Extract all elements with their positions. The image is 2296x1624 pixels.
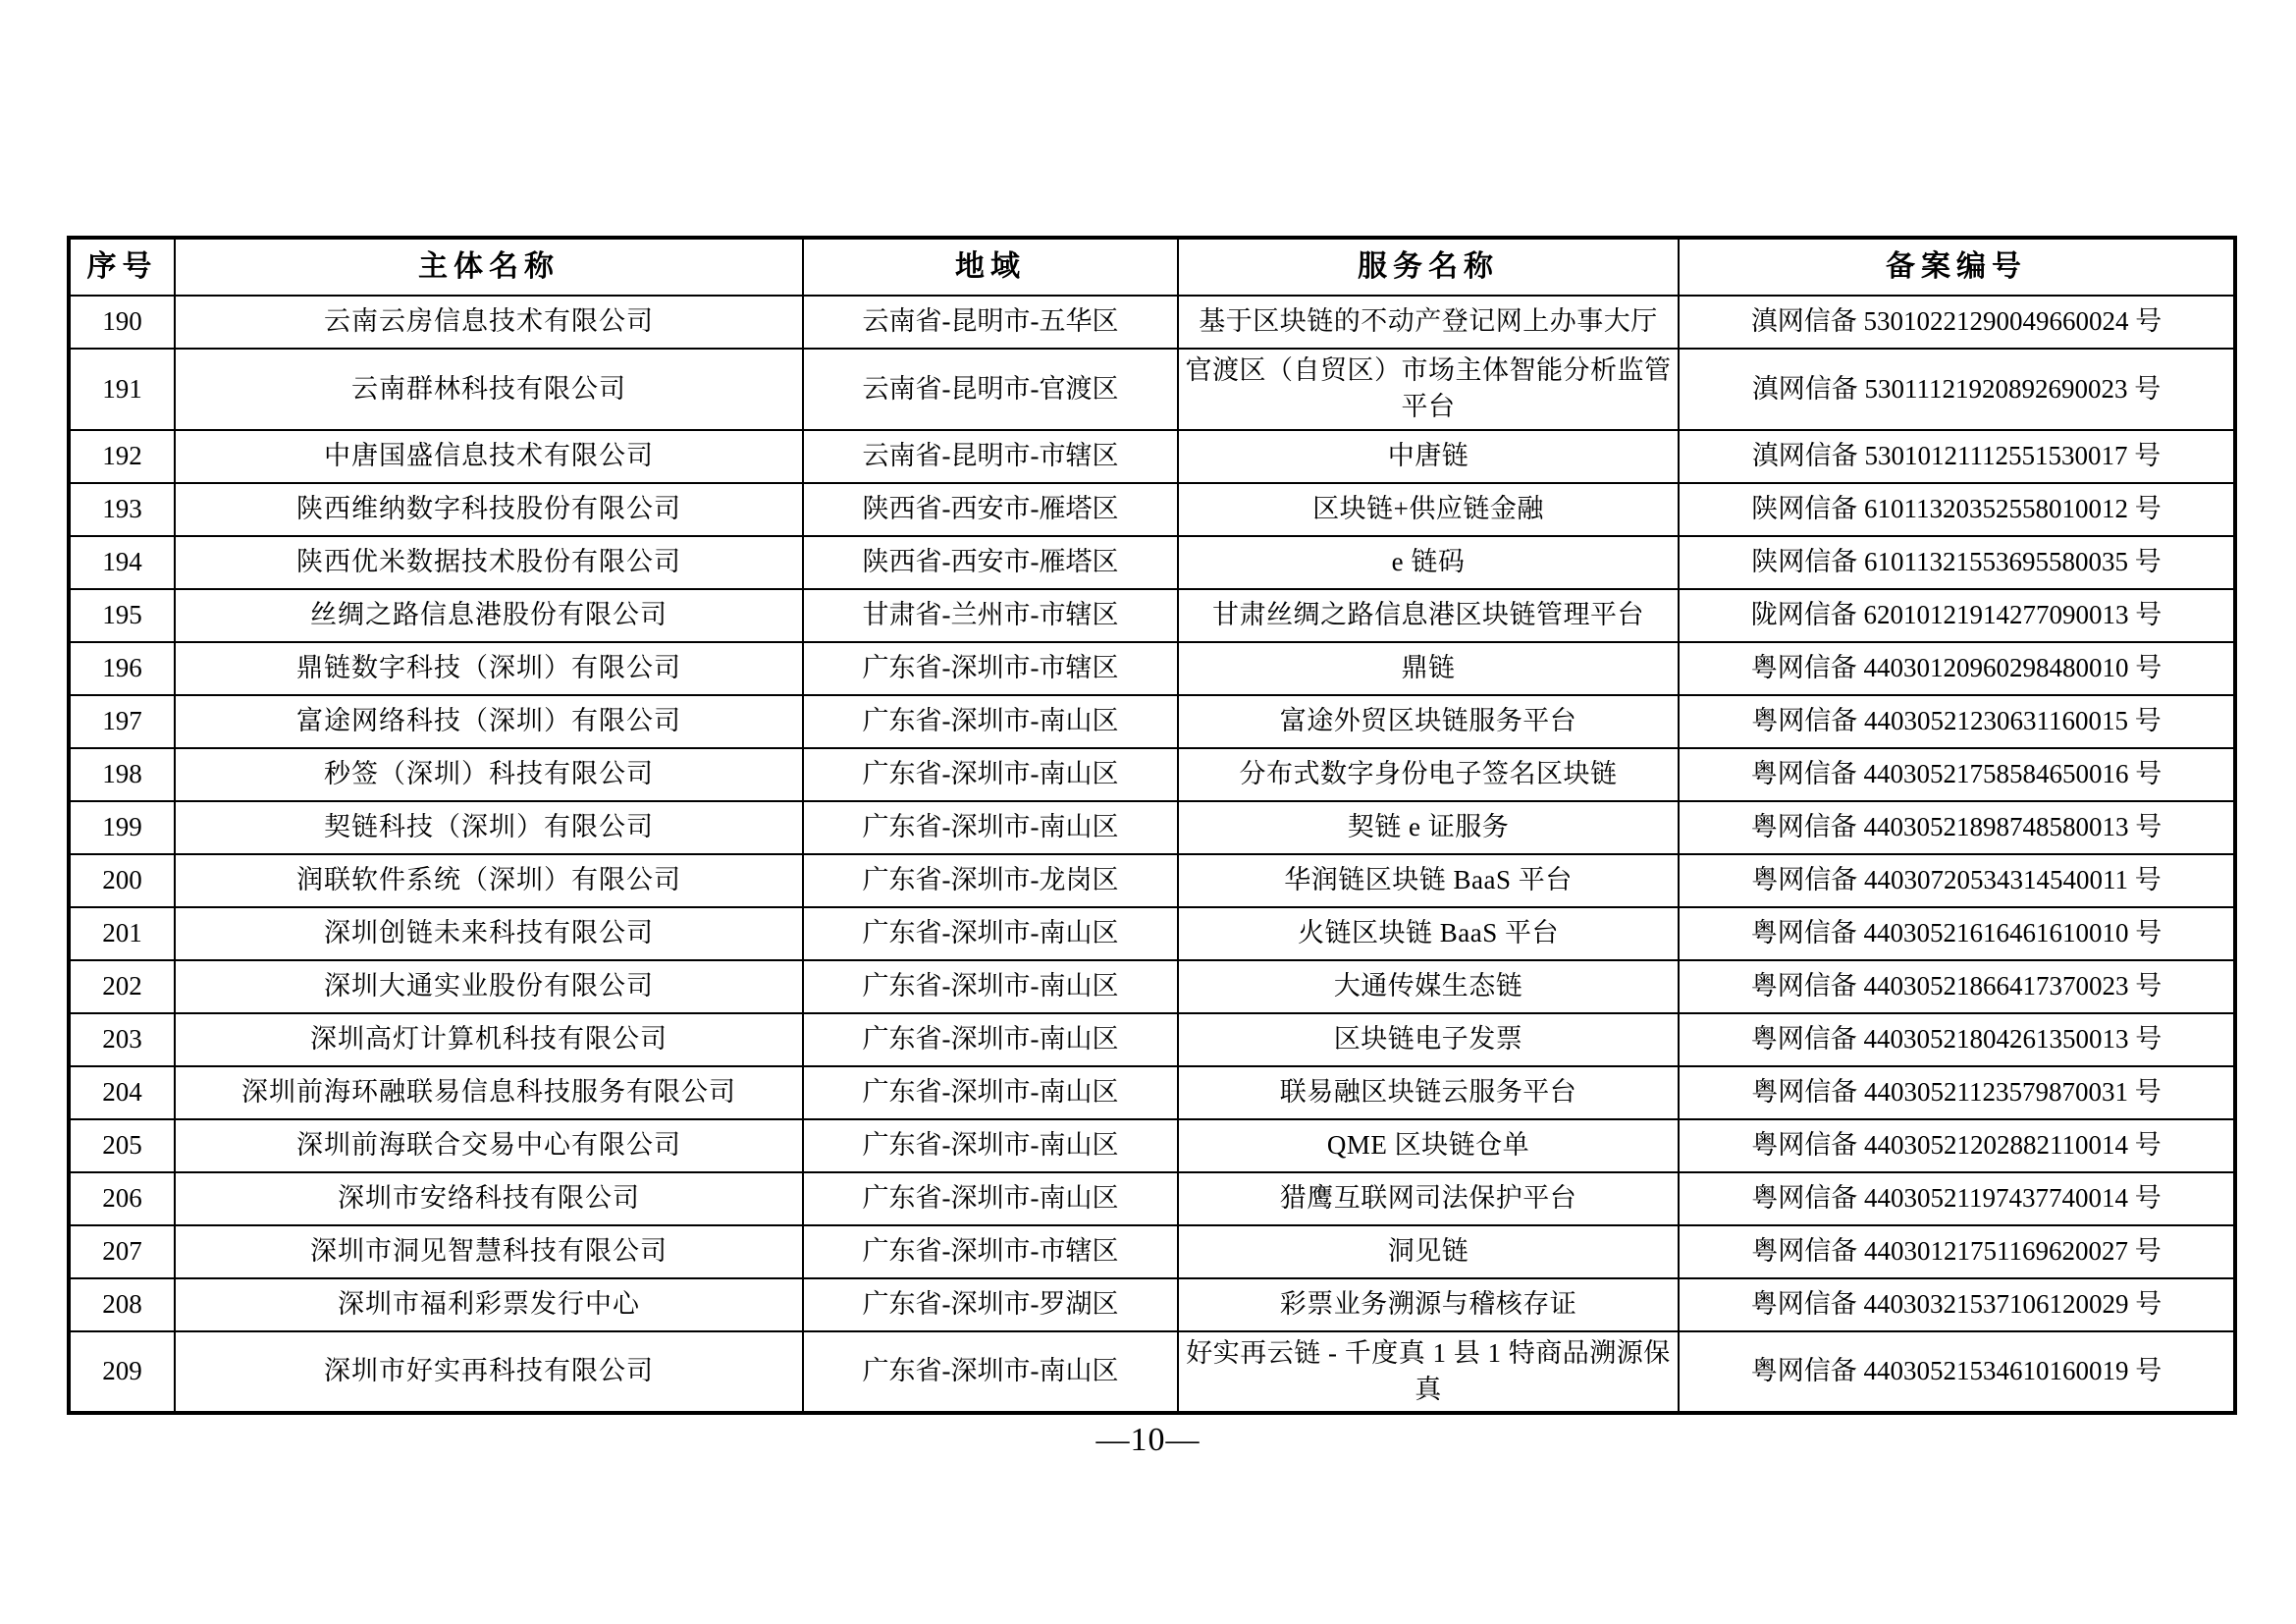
cell-record-number: 粤网信备 44030521202882110014 号 bbox=[1679, 1119, 2235, 1172]
cell-entity-name: 深圳市好实再科技有限公司 bbox=[175, 1331, 803, 1414]
cell-sequence-number: 192 bbox=[69, 430, 175, 483]
table-row bbox=[69, 960, 2235, 1013]
cell-record-number: 粤网信备 44030720534314540011 号 bbox=[1679, 854, 2235, 907]
cell-service-name: 区块链电子发票 bbox=[1178, 1013, 1679, 1066]
cell-entity-name: 深圳市安络科技有限公司 bbox=[175, 1172, 803, 1225]
cell-record-number: 粤网信备 44030521898748580013 号 bbox=[1679, 801, 2235, 854]
column-header-service: 服务名称 bbox=[1178, 238, 1679, 296]
table-row bbox=[69, 1225, 2235, 1278]
cell-service-name: 区块链+供应链金融 bbox=[1178, 483, 1679, 536]
cell-record-number: 粤网信备 44030521534610160019 号 bbox=[1679, 1331, 2235, 1414]
cell-record-number: 粤网信备 44030521230631160015 号 bbox=[1679, 695, 2235, 748]
cell-sequence-number: 201 bbox=[69, 907, 175, 960]
cell-sequence-number: 195 bbox=[69, 589, 175, 642]
cell-entity-name: 深圳市洞见智慧科技有限公司 bbox=[175, 1225, 803, 1278]
cell-record-number: 粤网信备 44030521197437740014 号 bbox=[1679, 1172, 2235, 1225]
cell-sequence-number: 204 bbox=[69, 1066, 175, 1119]
cell-record-number: 滇网信备 53010121112551530017 号 bbox=[1679, 430, 2235, 483]
cell-entity-name: 深圳高灯计算机科技有限公司 bbox=[175, 1013, 803, 1066]
cell-entity-name: 深圳前海联合交易中心有限公司 bbox=[175, 1119, 803, 1172]
cell-sequence-number: 191 bbox=[69, 349, 175, 430]
cell-entity-name: 富途网络科技（深圳）有限公司 bbox=[175, 695, 803, 748]
cell-region: 广东省-深圳市-市辖区 bbox=[803, 1225, 1178, 1278]
cell-sequence-number: 207 bbox=[69, 1225, 175, 1278]
cell-service-name: 彩票业务溯源与稽核存证 bbox=[1178, 1278, 1679, 1331]
page-number-footer: —10— bbox=[1095, 1422, 1201, 1458]
cell-entity-name: 润联软件系统（深圳）有限公司 bbox=[175, 854, 803, 907]
cell-region: 陕西省-西安市-雁塔区 bbox=[803, 536, 1178, 589]
cell-sequence-number: 199 bbox=[69, 801, 175, 854]
cell-record-number: 陇网信备 62010121914277090013 号 bbox=[1679, 589, 2235, 642]
cell-entity-name: 陕西优米数据技术股份有限公司 bbox=[175, 536, 803, 589]
cell-region: 广东省-深圳市-南山区 bbox=[803, 695, 1178, 748]
cell-sequence-number: 203 bbox=[69, 1013, 175, 1066]
cell-service-name: 鼎链 bbox=[1178, 642, 1679, 695]
cell-sequence-number: 193 bbox=[69, 483, 175, 536]
cell-entity-name: 云南群林科技有限公司 bbox=[175, 349, 803, 430]
cell-sequence-number: 202 bbox=[69, 960, 175, 1013]
table-row bbox=[69, 349, 2235, 430]
table-row bbox=[69, 589, 2235, 642]
cell-entity-name: 陕西维纳数字科技股份有限公司 bbox=[175, 483, 803, 536]
column-header-region: 地域 bbox=[803, 238, 1178, 296]
cell-record-number: 粤网信备 44030121751169620027 号 bbox=[1679, 1225, 2235, 1278]
table-header-row bbox=[69, 238, 2235, 296]
table-row bbox=[69, 748, 2235, 801]
cell-record-number: 滇网信备 53011121920892690023 号 bbox=[1679, 349, 2235, 430]
cell-service-name: 大通传媒生态链 bbox=[1178, 960, 1679, 1013]
table-row bbox=[69, 1013, 2235, 1066]
cell-service-name: 分布式数字身份电子签名区块链 bbox=[1178, 748, 1679, 801]
cell-entity-name: 深圳市福利彩票发行中心 bbox=[175, 1278, 803, 1331]
column-header-record: 备案编号 bbox=[1679, 238, 2235, 296]
cell-service-name: 好实再云链 - 千度真 1 县 1 特商品溯源保真 bbox=[1178, 1331, 1679, 1414]
cell-service-name: 契链 e 证服务 bbox=[1178, 801, 1679, 854]
cell-region: 广东省-深圳市-南山区 bbox=[803, 1119, 1178, 1172]
table-row bbox=[69, 695, 2235, 748]
cell-record-number: 滇网信备 53010221290049660024 号 bbox=[1679, 296, 2235, 349]
cell-sequence-number: 194 bbox=[69, 536, 175, 589]
cell-region: 广东省-深圳市-市辖区 bbox=[803, 642, 1178, 695]
table-row bbox=[69, 296, 2235, 349]
cell-region: 广东省-深圳市-南山区 bbox=[803, 1331, 1178, 1414]
column-header-seq: 序号 bbox=[69, 238, 175, 296]
cell-record-number: 粤网信备 44030521804261350013 号 bbox=[1679, 1013, 2235, 1066]
cell-service-name: e 链码 bbox=[1178, 536, 1679, 589]
cell-service-name: 猎鹰互联网司法保护平台 bbox=[1178, 1172, 1679, 1225]
cell-region: 广东省-深圳市-南山区 bbox=[803, 1013, 1178, 1066]
cell-service-name: 洞见链 bbox=[1178, 1225, 1679, 1278]
table-row bbox=[69, 1278, 2235, 1331]
table-row bbox=[69, 430, 2235, 483]
cell-record-number: 粤网信备 44030321537106120029 号 bbox=[1679, 1278, 2235, 1331]
table-row bbox=[69, 536, 2235, 589]
cell-region: 甘肃省-兰州市-市辖区 bbox=[803, 589, 1178, 642]
cell-entity-name: 深圳创链未来科技有限公司 bbox=[175, 907, 803, 960]
cell-entity-name: 丝绸之路信息港股份有限公司 bbox=[175, 589, 803, 642]
cell-sequence-number: 209 bbox=[69, 1331, 175, 1414]
table-header bbox=[69, 238, 2235, 296]
cell-region: 广东省-深圳市-南山区 bbox=[803, 801, 1178, 854]
cell-region: 陕西省-西安市-雁塔区 bbox=[803, 483, 1178, 536]
cell-sequence-number: 196 bbox=[69, 642, 175, 695]
cell-entity-name: 深圳大通实业股份有限公司 bbox=[175, 960, 803, 1013]
cell-entity-name: 深圳前海环融联易信息科技服务有限公司 bbox=[175, 1066, 803, 1119]
cell-sequence-number: 200 bbox=[69, 854, 175, 907]
cell-region: 广东省-深圳市-南山区 bbox=[803, 748, 1178, 801]
cell-sequence-number: 190 bbox=[69, 296, 175, 349]
table-row bbox=[69, 1119, 2235, 1172]
cell-record-number: 粤网信备 44030521123579870031 号 bbox=[1679, 1066, 2235, 1119]
blockchain-filing-table bbox=[67, 236, 2237, 1415]
table-row bbox=[69, 642, 2235, 695]
column-header-name: 主体名称 bbox=[175, 238, 803, 296]
cell-service-name: 联易融区块链云服务平台 bbox=[1178, 1066, 1679, 1119]
table-row bbox=[69, 1331, 2235, 1414]
cell-region: 云南省-昆明市-官渡区 bbox=[803, 349, 1178, 430]
cell-sequence-number: 206 bbox=[69, 1172, 175, 1225]
cell-service-name: 华润链区块链 BaaS 平台 bbox=[1178, 854, 1679, 907]
cell-service-name: 甘肃丝绸之路信息港区块链管理平台 bbox=[1178, 589, 1679, 642]
cell-entity-name: 契链科技（深圳）有限公司 bbox=[175, 801, 803, 854]
cell-service-name: 富途外贸区块链服务平台 bbox=[1178, 695, 1679, 748]
cell-service-name: QME 区块链仓单 bbox=[1178, 1119, 1679, 1172]
table-row bbox=[69, 483, 2235, 536]
cell-record-number: 陕网信备 61011321553695580035 号 bbox=[1679, 536, 2235, 589]
cell-sequence-number: 208 bbox=[69, 1278, 175, 1331]
table-row bbox=[69, 1066, 2235, 1119]
cell-service-name: 火链区块链 BaaS 平台 bbox=[1178, 907, 1679, 960]
cell-entity-name: 鼎链数字科技（深圳）有限公司 bbox=[175, 642, 803, 695]
cell-region: 广东省-深圳市-南山区 bbox=[803, 907, 1178, 960]
cell-region: 广东省-深圳市-南山区 bbox=[803, 1172, 1178, 1225]
table-row bbox=[69, 854, 2235, 907]
table-row bbox=[69, 1172, 2235, 1225]
cell-entity-name: 云南云房信息技术有限公司 bbox=[175, 296, 803, 349]
cell-record-number: 陕网信备 61011320352558010012 号 bbox=[1679, 483, 2235, 536]
cell-service-name: 基于区块链的不动产登记网上办事大厅 bbox=[1178, 296, 1679, 349]
listing-table-container bbox=[67, 236, 2233, 1415]
cell-service-name: 中唐链 bbox=[1178, 430, 1679, 483]
cell-region: 广东省-深圳市-南山区 bbox=[803, 960, 1178, 1013]
cell-region: 广东省-深圳市-罗湖区 bbox=[803, 1278, 1178, 1331]
cell-sequence-number: 197 bbox=[69, 695, 175, 748]
cell-sequence-number: 205 bbox=[69, 1119, 175, 1172]
cell-entity-name: 中唐国盛信息技术有限公司 bbox=[175, 430, 803, 483]
table-body bbox=[69, 296, 2235, 1413]
cell-sequence-number: 198 bbox=[69, 748, 175, 801]
cell-region: 广东省-深圳市-南山区 bbox=[803, 1066, 1178, 1119]
cell-region: 广东省-深圳市-龙岗区 bbox=[803, 854, 1178, 907]
cell-record-number: 粤网信备 44030521616461610010 号 bbox=[1679, 907, 2235, 960]
cell-region: 云南省-昆明市-五华区 bbox=[803, 296, 1178, 349]
cell-record-number: 粤网信备 44030521758584650016 号 bbox=[1679, 748, 2235, 801]
cell-entity-name: 秒签（深圳）科技有限公司 bbox=[175, 748, 803, 801]
table-row bbox=[69, 907, 2235, 960]
cell-record-number: 粤网信备 44030521866417370023 号 bbox=[1679, 960, 2235, 1013]
cell-region: 云南省-昆明市-市辖区 bbox=[803, 430, 1178, 483]
cell-service-name: 官渡区（自贸区）市场主体智能分析监管平台 bbox=[1178, 349, 1679, 430]
table-row bbox=[69, 801, 2235, 854]
cell-record-number: 粤网信备 44030120960298480010 号 bbox=[1679, 642, 2235, 695]
